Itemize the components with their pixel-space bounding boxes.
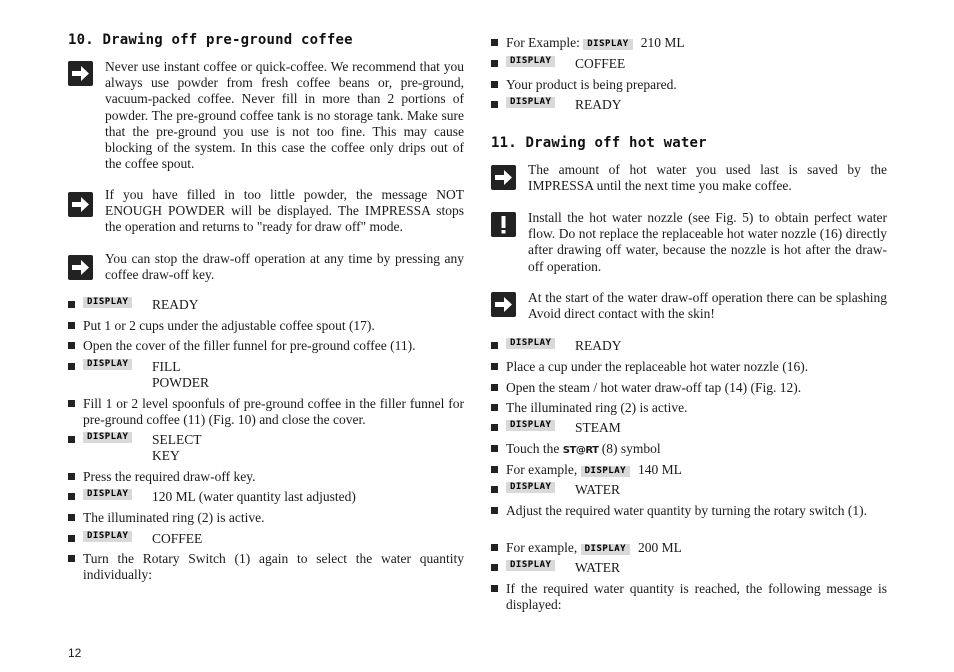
display-label: DISPLAY [506,97,555,108]
note-text: The amount of hot water you used last is saved by the IMPRESSA until the next time you make coffee. [528,162,887,194]
page-number: 12 [68,646,82,660]
note-text: Install the hot water nozzle (see Fig. 5) to obtain perfect water flow. Do not replace the replaceable hot water nozzle (16) directly after drawing off water, because the nozzle is hot after the draw-off operation. [528,210,887,274]
arrow-icon [491,292,516,317]
display-label: DISPLAY [506,420,555,431]
display-label: DISPLAY [83,432,132,443]
display-label: DISPLAY [506,338,555,349]
display-label: DISPLAY [506,560,555,571]
warning-icon [491,212,516,237]
arrow-icon [491,165,516,190]
arrow-icon [68,61,93,86]
display-label: DISPLAY [581,544,630,555]
section-heading: 10. Drawing off pre-ground coffee [68,32,353,48]
display-label: DISPLAY [581,466,630,477]
arrow-icon [68,192,93,217]
arrow-icon [68,255,93,280]
display-label: DISPLAY [83,489,132,500]
display-label: DISPLAY [506,56,555,67]
display-label: DISPLAY [83,359,132,370]
section-heading: 11. Drawing off hot water [491,135,707,151]
display-label: DISPLAY [83,531,132,542]
note-text: You can stop the draw-off operation at any time by pressing any coffee draw-off key. [105,251,464,283]
display-label: DISPLAY [583,39,632,50]
note-text: At the start of the water draw-off operation there can be splashing Avoid direct contact with the skin! [528,290,887,322]
note-text: If you have filled in too little powder, the message NOT ENOUGH POWDER will be displayed. The IMPRESSA stops the operation and returns to "ready for draw off" mode. [105,187,464,235]
display-label: DISPLAY [506,482,555,493]
display-label: DISPLAY [83,297,132,308]
start-symbol-icon: ST@RT [562,445,599,456]
note-text: Never use instant coffee or quick-coffee. We recommend that you always use powder from fresh coffee beans or, pre-ground, vacuum-packed coffee. Never fill in more than 2 portions of powder. The pre-ground coffee tank is no storage tank. Make sure that the pre-ground you use is not too fine. This may cause blocking of the system. In this case the coffee only drips out of the coffee spout. [105,59,464,172]
